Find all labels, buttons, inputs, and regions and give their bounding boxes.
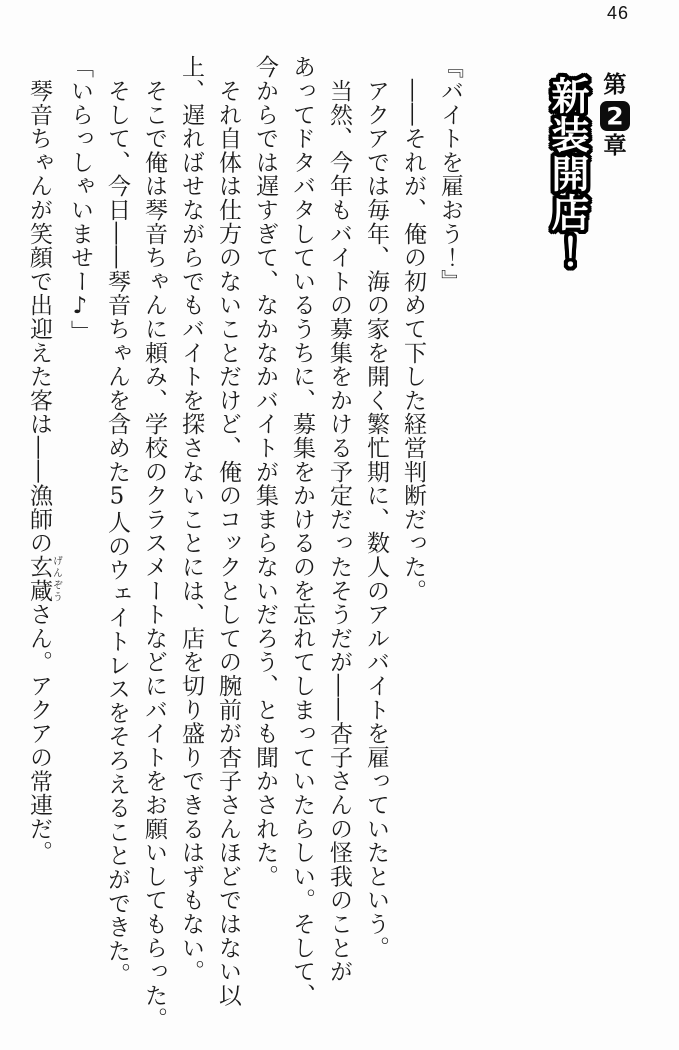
text-column-3: アクアでは毎年、海の家を開く繁忙期に、数人のアルバイトを雇っていたという。: [363, 55, 389, 960]
waitress-count: 5: [104, 483, 130, 511]
text-segment: そして、今日――琴音ちゃんを含めた: [104, 55, 130, 484]
body-text: [20, 55, 468, 1045]
text-column-6: 今からでは遅すぎて、なかなかバイトが集まらないだろう、とも聞かされた。: [252, 55, 278, 888]
chapter-label-prefix: 第: [603, 72, 627, 98]
chapter-title: 新装開店！: [545, 76, 589, 271]
text-column-7: それ自体は仕方のないことだけど、俺のコックとしての腕前が杏子さんほどではない以: [215, 55, 241, 1007]
chapter-label-suffix: 章: [603, 133, 627, 159]
text-column-1: 『バイトを雇おう！』: [437, 55, 463, 293]
chapter-label: [598, 74, 632, 158]
furigana: げんぞう: [50, 554, 62, 603]
text-column-9: そこで俺は琴音ちゃんに頼み、学校のクラスメートなどにバイトをお願いしてもらった。: [141, 55, 167, 1031]
text-column-4: 当然、今年もバイトの募集をかける予定だったそうだが――杏子さんの怪我のことが: [326, 55, 352, 984]
text-segment: さん。アクアの常連だ。: [26, 602, 52, 865]
text-column-11: 「いらっしゃいませー♪」: [67, 55, 93, 344]
chapter-number-box: [600, 101, 630, 131]
text-column-2: ――それが、俺の初めて下した経営判断だった。: [400, 55, 426, 603]
text-column-5: あってドタバタしているうちに、募集をかけるのを忘れてしまっていたらしい。そして、: [289, 55, 315, 1007]
text-column-12: [20, 55, 61, 1045]
text-column-8: 上、遅ればせながらでもバイトを探さないことには、店を切り盛りできるはずもない。: [178, 55, 204, 984]
page-number: 46: [607, 3, 630, 23]
text-segment: 琴音ちゃんが笑顔で出迎えた客は――漁師の: [26, 55, 52, 555]
chapter-number: 2: [606, 102, 624, 130]
name-with-furigana: [26, 554, 62, 603]
text-segment: 人のウェイトレスをそろえることができた。: [104, 510, 130, 987]
ruby-base: 玄蔵: [26, 554, 52, 603]
text-column-10: [98, 55, 135, 1045]
